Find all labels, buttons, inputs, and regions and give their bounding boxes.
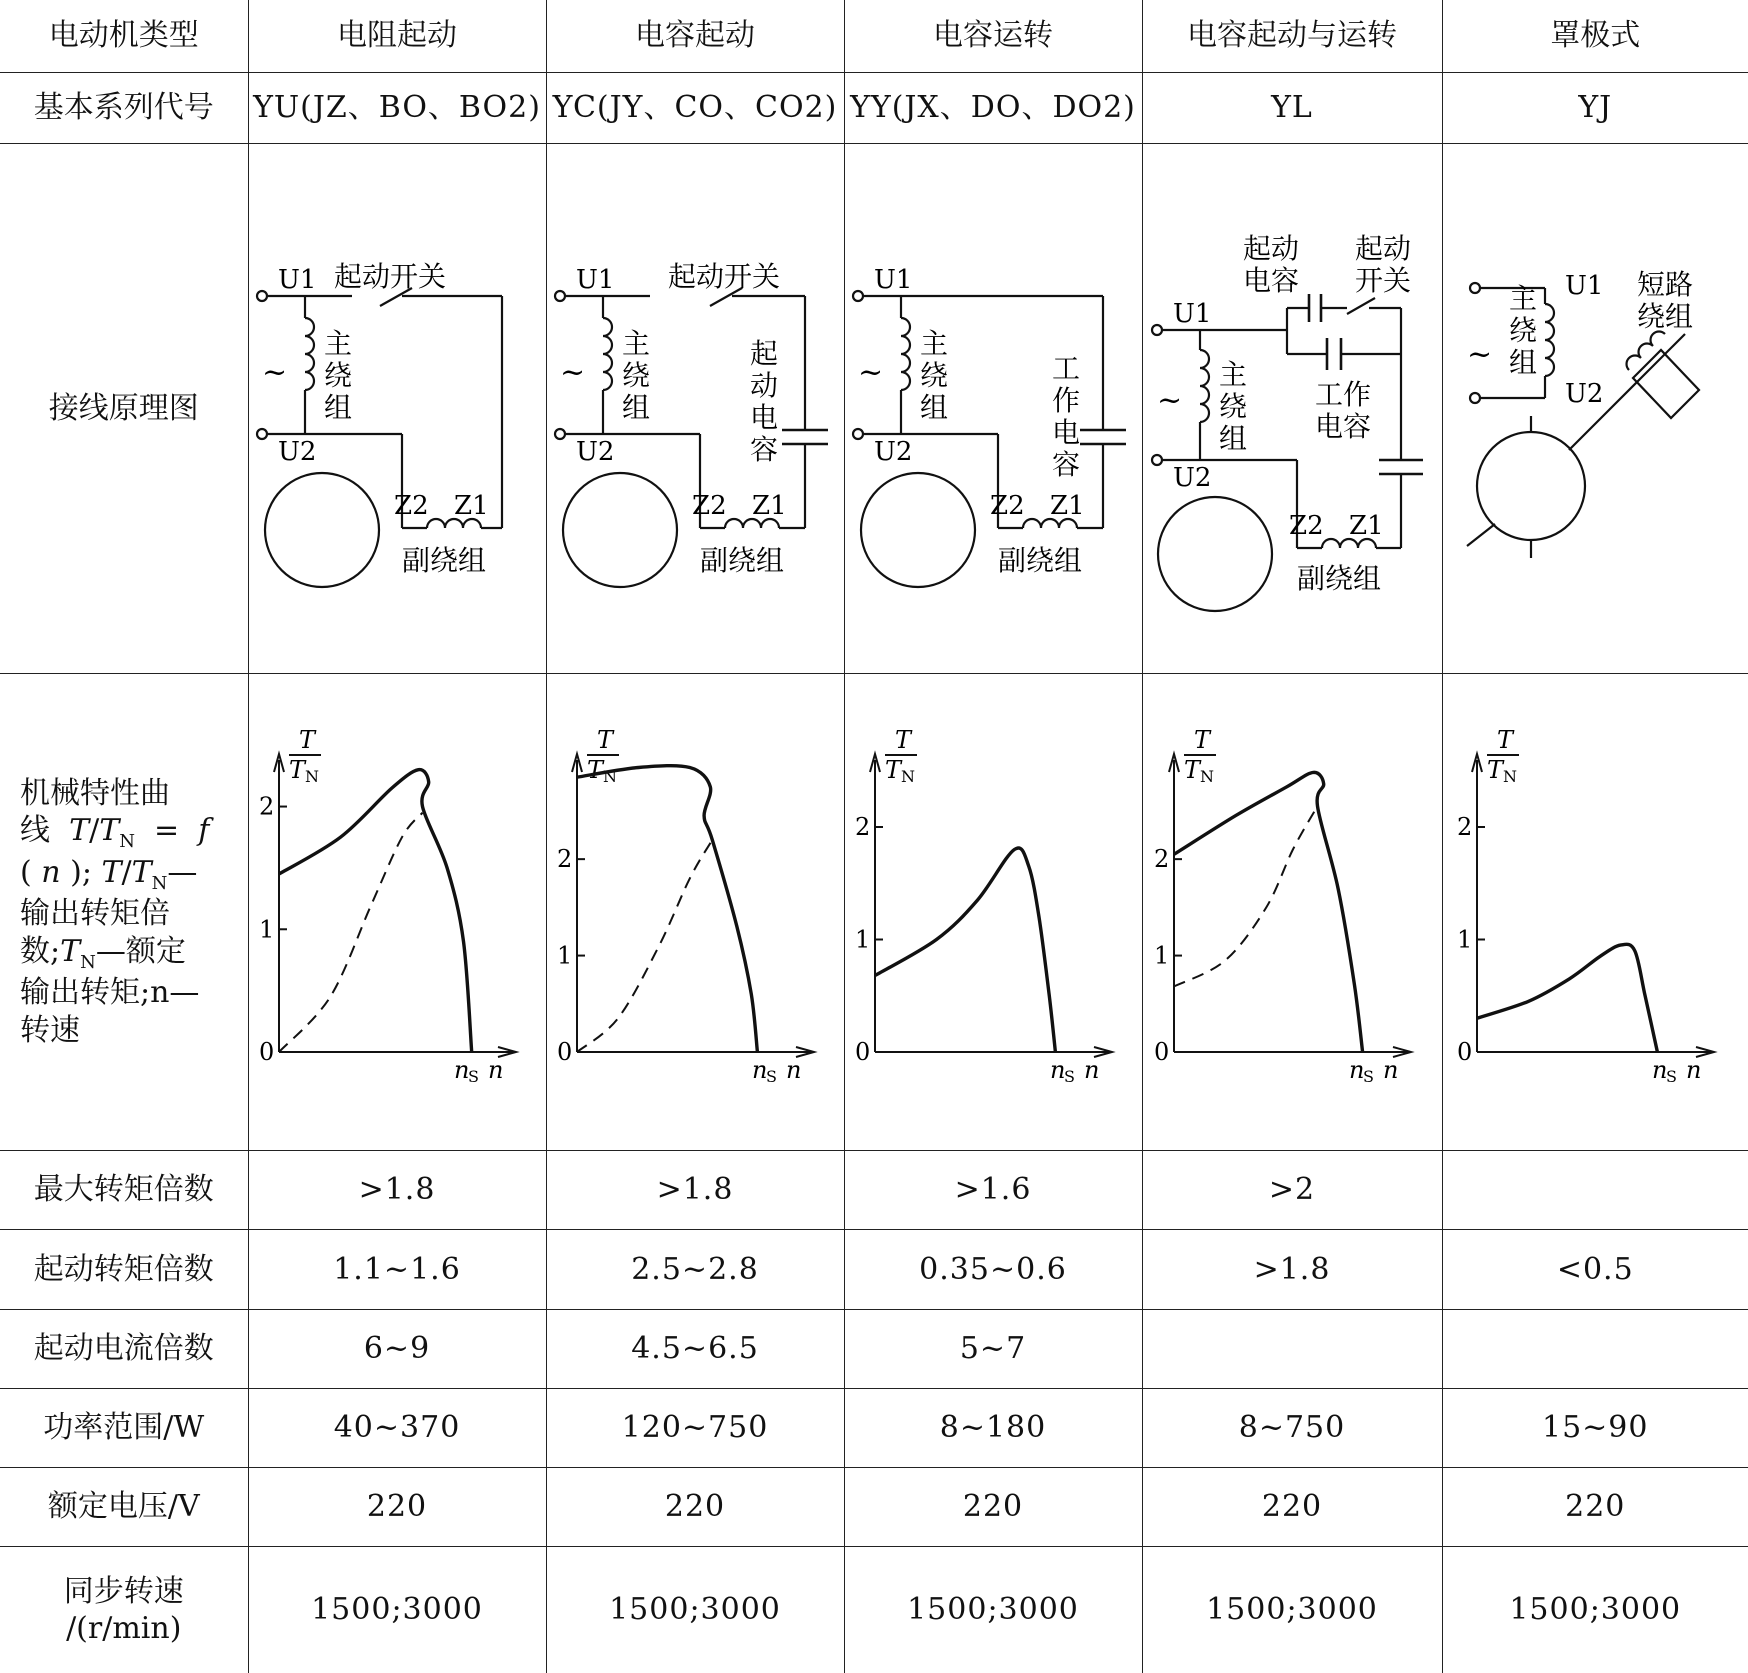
y-label-subscript: N (1200, 766, 1214, 786)
curve-series-solid (577, 766, 757, 1052)
curve-series-solid (1174, 772, 1363, 1052)
x-label-ns: n (1050, 1055, 1066, 1084)
x-label-ns: n (1652, 1055, 1668, 1084)
label-main-winding-2: 绕 (622, 359, 651, 393)
wiring-cell-capacitor-run (844, 143, 1142, 673)
wiring-diagram-capacitor-run (848, 198, 1138, 618)
curve-desc-line2: 线 (20, 813, 50, 849)
row-label-speed (0, 1547, 248, 1673)
row-label-max-torque: 最大转矩倍数 (0, 1151, 248, 1230)
start-current-cell: 4.5~6.5 (546, 1309, 844, 1388)
x-label-n: n (488, 1055, 504, 1084)
label-main-winding-3: 组 (1509, 346, 1538, 380)
x-label-ns: n (1349, 1055, 1365, 1084)
label-run-cap-line2: 电容 (1315, 410, 1372, 444)
y-label-subscript: N (1503, 766, 1518, 786)
label-u1: U1 (874, 265, 913, 296)
label-aux-winding: 副绕组 (998, 544, 1083, 578)
label-main-winding-1: 主 (920, 327, 949, 361)
label-main-winding-1: 主 (324, 327, 353, 361)
y-tick-label: 1 (855, 925, 871, 954)
label-z1: Z1 (454, 491, 489, 522)
curve-cell (844, 673, 1142, 1150)
power-cell: 15~90 (1442, 1388, 1748, 1467)
curve-desc-line6: 转速 (20, 1012, 80, 1048)
label-z2: Z2 (990, 491, 1025, 522)
label-tilde: ~ (1467, 337, 1493, 373)
row-label-speed-line2: /(r/min) (66, 1611, 182, 1647)
power-cell: 40~370 (248, 1388, 546, 1467)
label-u1: U1 (1173, 299, 1212, 330)
type-cell: 电容运转 (844, 0, 1142, 73)
label-run-cap-3: 电 (1052, 416, 1081, 450)
label-short-winding-line1: 短路 (1637, 268, 1694, 302)
label-aux-winding: 副绕组 (700, 544, 785, 578)
x-label-ns-subscript: S (468, 1066, 479, 1086)
label-start-cap-3: 电 (750, 401, 779, 435)
label-main-winding-1: 主 (1219, 358, 1248, 392)
label-u1: U1 (576, 265, 615, 296)
y-label-denominator: T (1487, 755, 1504, 784)
y-label-denominator: T (1184, 755, 1201, 784)
label-z2: Z2 (1289, 511, 1324, 542)
label-aux-winding: 副绕组 (402, 544, 487, 578)
row-label-start-current: 起动电流倍数 (0, 1309, 248, 1388)
label-run-cap-1: 工 (1052, 352, 1081, 386)
label-z2: Z2 (692, 491, 727, 522)
x-label-ns-subscript: S (766, 1066, 777, 1086)
row-series-code (0, 73, 1748, 144)
y-tick-label: 2 (259, 792, 275, 821)
wiring-diagram-shaded-pole (1447, 198, 1743, 618)
wiring-cell-capacitor-start-run (1142, 143, 1442, 673)
curve-chart-shaded-pole (1455, 722, 1735, 1102)
start-current-cell: 6~9 (248, 1309, 546, 1388)
x-label-ns: n (752, 1055, 768, 1084)
curve-desc-tn: 额定 (125, 933, 186, 969)
start-current-cell: 5~7 (844, 1309, 1142, 1388)
speed-cell: 1500;3000 (546, 1547, 844, 1673)
label-u1: U1 (1565, 271, 1604, 302)
label-z1: Z1 (752, 491, 787, 522)
curve-series-solid (279, 770, 472, 1052)
label-main-winding-2: 绕 (324, 359, 353, 393)
row-label-series-code: 基本系列代号 (0, 73, 248, 144)
label-start-cap-4: 容 (750, 433, 779, 467)
curve-series-dashed (577, 840, 712, 1052)
curve-series-solid (1477, 944, 1657, 1052)
y-tick-label: 2 (1457, 812, 1473, 841)
code-cell: YC(JY、CO、CO2) (546, 73, 844, 144)
row-start-current (0, 1309, 1748, 1388)
row-max-torque (0, 1151, 1748, 1230)
start-current-cell (1442, 1309, 1748, 1388)
y-label-subscript: N (901, 766, 915, 786)
row-label-speed-line1: 同步转速 (63, 1573, 184, 1609)
curve-desc-line5: 输出转矩;n— (20, 975, 200, 1011)
row-label-wiring: 接线原理图 (0, 143, 248, 673)
y-label-numerator: T (895, 725, 912, 754)
row-power (0, 1388, 1748, 1467)
curve-chart-capacitor-start (555, 722, 835, 1102)
start-torque-cell: >1.8 (1142, 1230, 1442, 1309)
row-speed (0, 1547, 1748, 1673)
speed-cell: 1500;3000 (1142, 1547, 1442, 1673)
speed-cell: 1500;3000 (248, 1547, 546, 1673)
y-tick-label: 2 (855, 812, 871, 841)
type-cell: 电容起动与运转 (1142, 0, 1442, 73)
label-u2: U2 (1173, 463, 1212, 494)
label-start-cap-1: 起 (750, 337, 779, 371)
curve-chart-resistance-start (257, 722, 537, 1102)
label-z1: Z1 (1050, 491, 1085, 522)
label-z1: Z1 (1349, 511, 1384, 542)
curve-series-dashed (279, 813, 423, 1052)
label-run-cap-line1: 工作 (1315, 378, 1372, 412)
curve-desc-line1: 机械特性曲 (20, 775, 170, 811)
code-cell: YL (1142, 73, 1442, 144)
y-tick-label: 1 (1457, 925, 1473, 954)
label-aux-winding: 副绕组 (1297, 562, 1382, 596)
row-label-power: 功率范围/W (0, 1388, 248, 1467)
label-u1: U1 (278, 265, 317, 296)
start-torque-cell: 1.1~1.6 (248, 1230, 546, 1309)
x-label-ns: n (454, 1055, 470, 1084)
label-main-winding-2: 绕 (1509, 314, 1538, 348)
row-label-type: 电动机类型 (0, 0, 248, 73)
y-label-denominator: T (289, 755, 306, 784)
type-cell: 罩极式 (1442, 0, 1748, 73)
wiring-cell-shaded-pole (1442, 143, 1748, 673)
row-voltage (0, 1467, 1748, 1546)
label-u2: U2 (576, 437, 615, 468)
wiring-diagram-resistance-start (252, 198, 542, 618)
start-current-cell (1142, 1309, 1442, 1388)
curve-desc-line3: 输出转矩倍 (20, 896, 170, 932)
type-cell: 电阻起动 (248, 0, 546, 73)
max-torque-cell: >1.8 (248, 1151, 546, 1230)
label-main-winding-3: 组 (1219, 422, 1248, 456)
label-main-winding-1: 主 (1509, 282, 1538, 316)
label-main-winding-3: 组 (622, 391, 651, 425)
voltage-cell: 220 (546, 1467, 844, 1546)
y-tick-label: 0 (259, 1037, 275, 1066)
row-label-voltage: 额定电压/V (0, 1467, 248, 1546)
curve-cell (546, 673, 844, 1150)
label-main-winding-1: 主 (622, 327, 651, 361)
label-start-cap-line2: 电容 (1243, 264, 1300, 298)
code-cell: YY(JX、DO、DO2) (844, 73, 1142, 144)
max-torque-cell: >2 (1142, 1151, 1442, 1230)
x-label-n: n (786, 1055, 802, 1084)
curve-description: 机械特性曲 线 $T/T_N = f$ ( n ); $T/T_N—$ 输出转矩倍 数$;T_N—$额定 输出转矩;n— 转速 (0, 673, 248, 1150)
curve-chart-capacitor-start-run (1152, 722, 1432, 1102)
label-u2: U2 (278, 437, 317, 468)
curve-cell (248, 673, 546, 1150)
label-z2: Z2 (394, 491, 429, 522)
label-main-winding-2: 绕 (1219, 390, 1248, 424)
y-label-numerator: T (299, 725, 316, 754)
label-start-switch-line1: 起动 (1355, 232, 1412, 266)
row-start-torque (0, 1230, 1748, 1309)
y-tick-label: 0 (557, 1037, 573, 1066)
label-run-cap-2: 作 (1052, 384, 1081, 418)
y-tick-label: 1 (1154, 941, 1170, 970)
label-start-cap-2: 动 (750, 369, 779, 403)
label-tilde: ~ (262, 355, 288, 391)
y-label-numerator: T (1497, 725, 1514, 754)
voltage-cell: 220 (844, 1467, 1142, 1546)
max-torque-cell (1442, 1151, 1748, 1230)
x-label-ns-subscript: S (1064, 1066, 1075, 1086)
power-cell: 8~180 (844, 1388, 1142, 1467)
y-tick-label: 0 (1457, 1037, 1473, 1066)
voltage-cell: 220 (1442, 1467, 1748, 1546)
curve-chart-capacitor-run (853, 722, 1133, 1102)
x-label-ns-subscript: S (1666, 1066, 1678, 1086)
y-tick-label: 1 (557, 941, 573, 970)
row-label-start-torque: 起动转矩倍数 (0, 1230, 248, 1309)
y-label-numerator: T (597, 725, 614, 754)
label-tilde: ~ (560, 355, 586, 391)
x-label-n: n (1383, 1055, 1399, 1084)
y-label-denominator: T (587, 755, 604, 784)
power-cell: 120~750 (546, 1388, 844, 1467)
label-main-winding-3: 组 (324, 391, 353, 425)
y-tick-label: 0 (1154, 1037, 1170, 1066)
start-torque-cell: 2.5~2.8 (546, 1230, 844, 1309)
row-wiring (0, 143, 1748, 673)
y-tick-label: 2 (1154, 845, 1170, 874)
wiring-cell-capacitor-start (546, 143, 844, 673)
label-tilde: ~ (858, 355, 884, 391)
wiring-cell-resistance-start (248, 143, 546, 673)
x-label-n: n (1084, 1055, 1100, 1084)
label-start-switch-line2: 开关 (1355, 264, 1412, 298)
code-cell: YJ (1442, 73, 1748, 144)
label-start-switch: 起动开关 (668, 260, 781, 294)
y-label-subscript: N (603, 766, 617, 786)
y-label-denominator: T (885, 755, 902, 784)
max-torque-cell: >1.8 (546, 1151, 844, 1230)
curve-cell (1142, 673, 1442, 1150)
curve-cell (1442, 673, 1748, 1150)
max-torque-cell: >1.6 (844, 1151, 1142, 1230)
start-torque-cell: 0.35~0.6 (844, 1230, 1142, 1309)
y-tick-label: 2 (557, 845, 573, 874)
row-type (0, 0, 1748, 73)
y-label-subscript: N (305, 766, 319, 786)
wiring-diagram-capacitor-start-run (1147, 198, 1437, 618)
label-main-winding-3: 组 (920, 391, 949, 425)
label-start-cap-line1: 起动 (1243, 232, 1300, 266)
code-cell: YU(JZ、BO、BO2) (248, 73, 546, 144)
y-tick-label: 0 (855, 1037, 871, 1066)
label-start-switch: 起动开关 (334, 260, 447, 294)
wiring-diagram-capacitor-start (550, 198, 840, 618)
label-short-winding-line2: 绕组 (1637, 300, 1694, 334)
curve-series-dashed (1174, 806, 1318, 986)
label-tilde: ~ (1157, 383, 1183, 419)
voltage-cell: 220 (1142, 1467, 1442, 1546)
start-torque-cell: <0.5 (1442, 1230, 1748, 1309)
x-label-ns-subscript: S (1363, 1066, 1374, 1086)
voltage-cell: 220 (248, 1467, 546, 1546)
speed-cell: 1500;3000 (1442, 1547, 1748, 1673)
y-label-numerator: T (1194, 725, 1211, 754)
y-tick-label: 1 (259, 915, 275, 944)
curve-series-solid (875, 848, 1055, 1052)
speed-cell: 1500;3000 (844, 1547, 1142, 1673)
label-u2: U2 (1565, 379, 1604, 410)
x-label-n: n (1686, 1055, 1702, 1084)
label-run-cap-4: 容 (1052, 448, 1081, 482)
type-cell: 电容起动 (546, 0, 844, 73)
power-cell: 8~750 (1142, 1388, 1442, 1467)
label-u2: U2 (874, 437, 913, 468)
label-main-winding-2: 绕 (920, 359, 949, 393)
row-curves (0, 673, 1748, 1150)
